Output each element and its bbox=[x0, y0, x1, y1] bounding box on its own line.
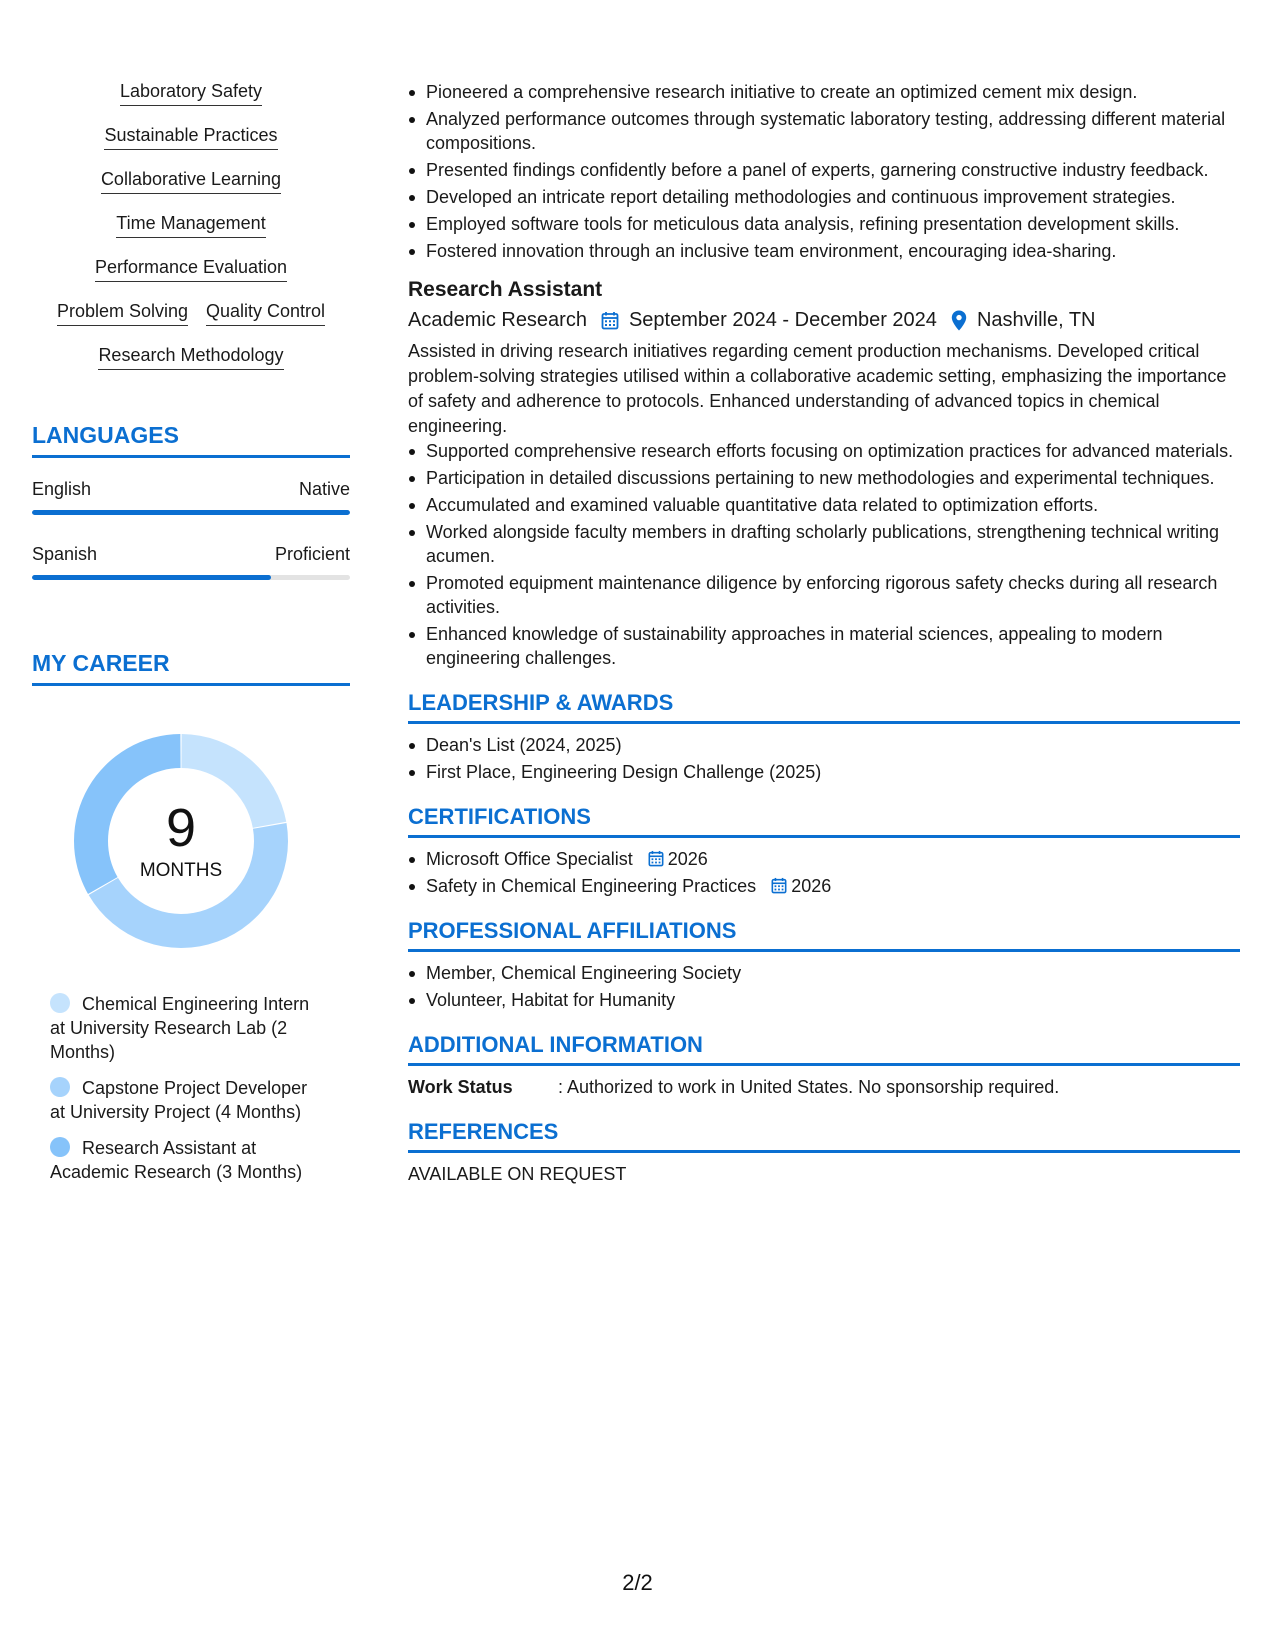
job-company: Academic Research bbox=[408, 309, 587, 331]
legend-item bbox=[50, 1136, 325, 1184]
job-title: Research Assistant bbox=[408, 278, 603, 301]
skill-tag: Laboratory Safety bbox=[120, 80, 262, 106]
calendar-icon bbox=[648, 847, 668, 871]
certification-name: Safety in Chemical Engineering Practices bbox=[426, 876, 757, 896]
language-item bbox=[32, 543, 350, 580]
bullet-item: Analyzed performance outcomes through systematic laboratory testing, addressing different material compositions. bbox=[408, 107, 1240, 155]
calendar-icon bbox=[771, 874, 791, 898]
legend-item bbox=[50, 992, 325, 1064]
bullet-item: Worked alongside faculty members in drafting scholarly publications, strengthening technical writing acumen. bbox=[408, 520, 1240, 568]
skill-tag: Sustainable Practices bbox=[104, 124, 277, 150]
leadership-section bbox=[408, 690, 1240, 784]
legend-dot bbox=[50, 993, 70, 1013]
bullet-item: Supported comprehensive research efforts focusing on optimization practices for advanced materials. bbox=[408, 439, 1240, 463]
language-bar bbox=[32, 510, 350, 515]
language-level: Proficient bbox=[274, 544, 350, 564]
legend-label: Chemical Engineering Intern at University Research Lab (2 Months) bbox=[50, 994, 310, 1062]
work-status-label: Work Status bbox=[408, 1077, 513, 1097]
certifications-title: CERTIFICATIONS bbox=[408, 804, 1240, 838]
skill-tag: Collaborative Learning bbox=[101, 168, 281, 194]
languages-title: LANGUAGES bbox=[32, 422, 350, 458]
career-title: MY CAREER bbox=[32, 650, 350, 686]
language-bar bbox=[32, 575, 350, 580]
language-name: English bbox=[32, 479, 92, 499]
language-item bbox=[32, 478, 350, 515]
career-legend bbox=[50, 992, 325, 1184]
job-description: Assisted in driving research initiatives regarding cement production mechanisms. Developed critical problem-solving strategies utilised within a collaborative academic setting, emphasizing the importance of safety and adherence to protocols. Enhanced understanding of advanced topics in chemical engineering. bbox=[408, 341, 1227, 436]
bullet-item: Presented findings confidently before a panel of experts, garnering constructive industry feedback. bbox=[408, 158, 1240, 182]
legend-label: Capstone Project Developer at University Project (4 Months) bbox=[50, 1078, 308, 1122]
references-section bbox=[408, 1119, 1240, 1186]
bullet-item: Developed an intricate report detailing methodologies and continuous improvement strategies. bbox=[408, 185, 1240, 209]
legend-dot bbox=[50, 1077, 70, 1097]
legend-item bbox=[50, 1076, 325, 1124]
legend-label: Research Assistant at Academic Research (3 Months) bbox=[50, 1138, 303, 1182]
bullet-item: Fostered innovation through an inclusive team environment, encouraging idea-sharing. bbox=[408, 239, 1240, 263]
affiliations-title: PROFESSIONAL AFFILIATIONS bbox=[408, 918, 1240, 952]
language-bar-fill bbox=[32, 510, 350, 515]
certification-year: 2026 bbox=[791, 876, 832, 896]
career-section bbox=[32, 650, 350, 1184]
skill-tag: Time Management bbox=[116, 212, 265, 238]
right-column bbox=[408, 80, 1240, 1186]
bullet-item: Participation in detailed discussions pertaining to new methodologies and experimental techniques. bbox=[408, 466, 1240, 490]
bullet-item: Accumulated and examined valuable quantitative data related to optimization efforts. bbox=[408, 493, 1240, 517]
legend-dot bbox=[50, 1137, 70, 1157]
work-status-value: : Authorized to work in United States. No sponsorship required. bbox=[558, 1077, 1060, 1097]
bullet-item: Pioneered a comprehensive research initiative to create an optimized cement mix design. bbox=[408, 80, 1240, 104]
language-level: Native bbox=[298, 479, 350, 499]
language-bar-fill bbox=[32, 575, 271, 580]
bullet-item: Volunteer, Habitat for Humanity bbox=[408, 988, 1240, 1012]
bullet-item: Employed software tools for meticulous data analysis, refining presentation development skills. bbox=[408, 212, 1240, 236]
bullet-item: Promoted equipment maintenance diligence by enforcing rigorous safety checks during all research activities. bbox=[408, 571, 1240, 619]
calendar-icon bbox=[601, 311, 619, 330]
skill-tag: Research Methodology bbox=[98, 344, 283, 370]
experience-bullets bbox=[408, 80, 1240, 263]
affiliations-section bbox=[408, 918, 1240, 1012]
left-column bbox=[32, 80, 350, 1196]
skill-tag: Quality Control bbox=[206, 300, 325, 326]
bullet-item: Member, Chemical Engineering Society bbox=[408, 961, 1240, 985]
career-unit: MONTHS bbox=[139, 860, 223, 881]
references-title: REFERENCES bbox=[408, 1119, 1240, 1153]
job-meta bbox=[408, 307, 1240, 333]
page-number: 2/2 bbox=[622, 1570, 653, 1595]
additional-section bbox=[408, 1032, 1240, 1099]
skill-tag: Problem Solving bbox=[57, 300, 188, 326]
certification-item bbox=[408, 847, 1240, 871]
languages-section bbox=[32, 422, 350, 580]
leadership-title: LEADERSHIP & AWARDS bbox=[408, 690, 1240, 724]
career-total: 9 bbox=[165, 798, 197, 858]
job-location: Nashville, TN bbox=[976, 309, 1096, 331]
additional-title: ADDITIONAL INFORMATION bbox=[408, 1032, 1240, 1066]
career-donut bbox=[66, 726, 296, 956]
certifications-section bbox=[408, 804, 1240, 898]
job-dates: September 2024 - December 2024 bbox=[628, 309, 937, 331]
bullet-item: Enhanced knowledge of sustainability approaches in material sciences, appealing to modern engineering challenges. bbox=[408, 622, 1240, 670]
references-text: AVAILABLE ON REQUEST bbox=[408, 1164, 627, 1184]
bullet-item: Dean's List (2024, 2025) bbox=[408, 733, 1240, 757]
certification-year: 2026 bbox=[667, 849, 708, 869]
language-name: Spanish bbox=[32, 544, 98, 564]
bullet-item: First Place, Engineering Design Challenge (2025) bbox=[408, 760, 1240, 784]
certification-item bbox=[408, 874, 1240, 898]
location-pin-icon bbox=[951, 310, 967, 331]
job-bullets bbox=[408, 439, 1240, 670]
skill-tag: Performance Evaluation bbox=[95, 256, 287, 282]
skills-list bbox=[32, 80, 350, 370]
certification-name: Microsoft Office Specialist bbox=[426, 849, 633, 869]
